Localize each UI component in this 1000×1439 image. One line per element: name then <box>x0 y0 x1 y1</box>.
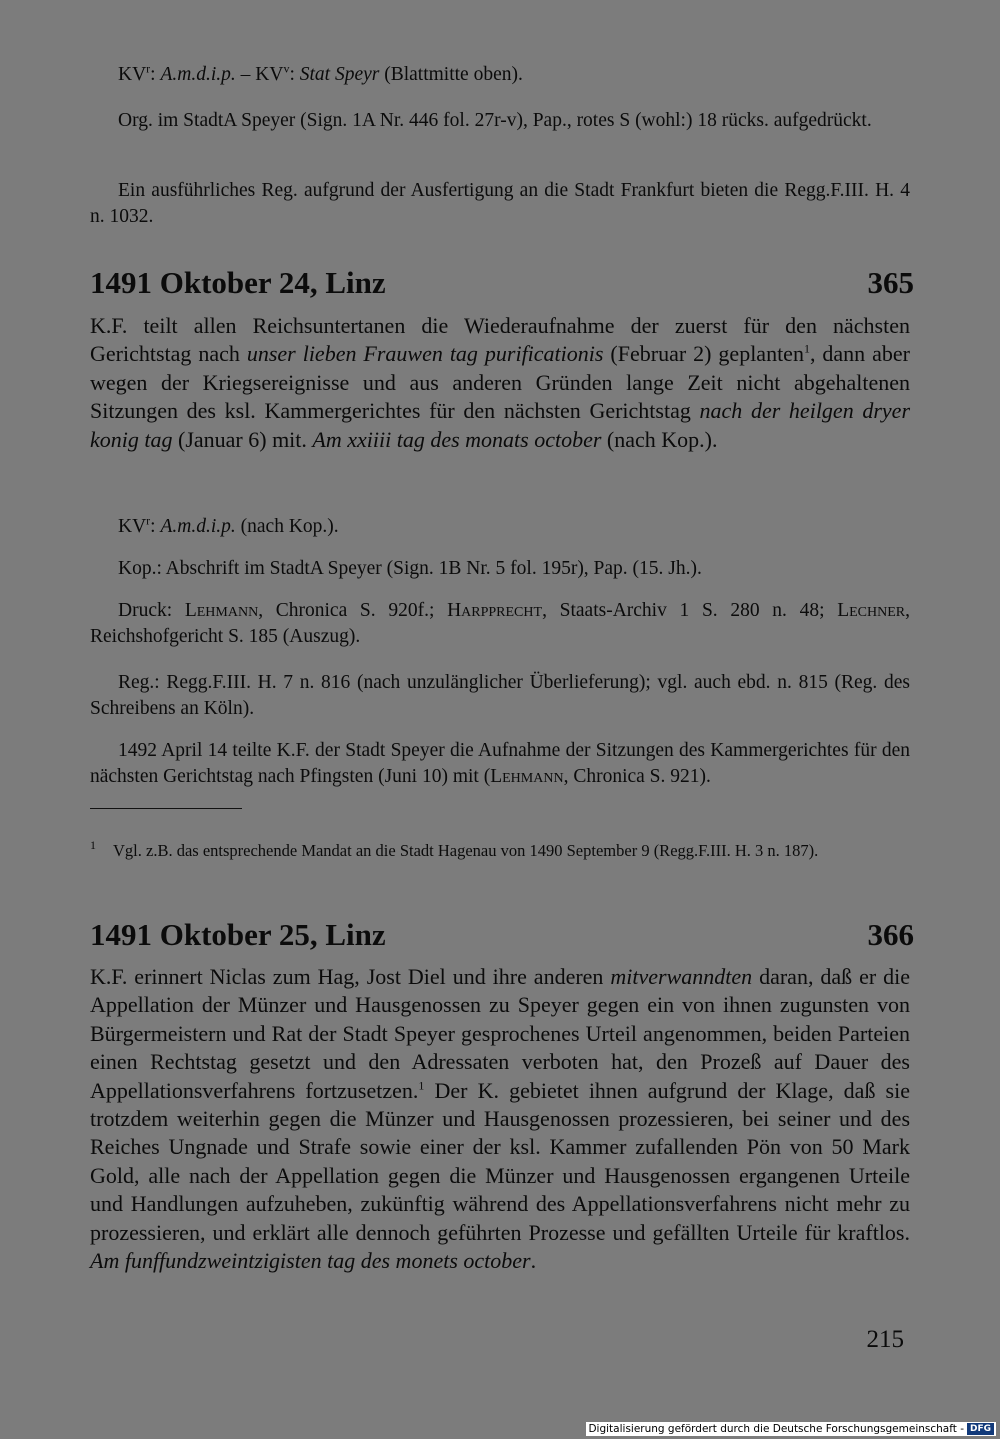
footer-text: Digitalisierung gefördert durch die Deutsche Forschungsgemeinschaft - <box>588 1423 964 1435</box>
dfg-footer <box>586 1422 996 1436</box>
entry-366-date: 1491 Oktober 25, Linz <box>90 917 386 952</box>
footnote-divider <box>90 808 242 809</box>
entry-365-heading <box>90 265 914 301</box>
kv-note-top: $KV^r$: A.m.d.i.p. – $KV^v$: Stat Speyr (Blattmitte oben). <box>118 61 523 85</box>
entry-366-number: 366 <box>867 917 914 952</box>
entry-366-heading <box>90 917 914 953</box>
dfg-logo: DFG <box>967 1423 994 1435</box>
entry-365-reg: Reg.: Regg.F.III. H. 7 n. 816 (nach unzulänglicher Überlieferung); vgl. auch ebd. n. 815 (Reg. des Schreibens an Köln). <box>90 672 910 719</box>
page-number: 215 <box>866 1326 904 1353</box>
original-note: Org. im StadtA Speyer (Sign. 1A Nr. 446 fol. 27r-v), Pap., rotes S (wohl:) 18 rücks. aufgedrückt. <box>118 110 872 131</box>
entry-365-number: 365 <box>867 265 914 300</box>
entry-365-kv: $KV^r$: A.m.d.i.p. (nach Kop.). <box>118 513 339 537</box>
entry-365-date: 1491 Oktober 24, Linz <box>90 265 386 300</box>
regest-note: Ein ausführliches Reg. aufgrund der Ausfertigung an die Stadt Frankfurt bieten die Regg.F.III. H. 4 n. 1032. <box>90 180 910 227</box>
entry-365-druck: Druck: Lehmann, Chronica S. 920f.; Harpprecht, Staats-Archiv 1 S. 280 n. 48; Lechner, Reichshofgericht S. 185 (Auszug). <box>90 600 911 647</box>
entry-365-text: K.F. teilt allen Reichsuntertanen die Wiederaufnahme der zuerst für den nächsten Gerichtstag nach unser lieben Frauwen tag purificationis (Februar 2) geplanten$^1$, dann aber wegen der Kriegsereignisse und aus anderen Gründen lange Zeit nicht abgehaltenen Sitzungen des ksl. Kammergerichtes für den nächsten Gerichtstag nach der heilgen dryer konig tag (Januar 6) mit. Am xxiiii tag des monats october (nach Kop.). <box>90 313 911 452</box>
entry-365-kop: Kop.: Abschrift im StadtA Speyer (Sign. 1B Nr. 5 fol. 195r), Pap. (15. Jh.). <box>118 558 702 579</box>
entry-365-note: 1492 April 14 teilte K.F. der Stadt Speyer die Aufnahme der Sitzungen des Kammergerichtes für den nächsten Gerichtstag nach Pfingsten (Juni 10) mit (Lehmann, Chronica S. 921). <box>90 740 910 787</box>
entry-366-text: K.F. erinnert Niclas zum Hag, Jost Diel und ihre anderen mitverwanndten daran, daß er die Appellation der Münzer und Hausgenossen zu Speyer gegen ein von ihnen zugunsten von Bürgermeistern und Rat der Stadt Speyer gesprochenes Urteil angenommen, beiden Parteien einen Rechtstag gesetzt und den Adressaten verboten hat, den Prozeß auf Dauer des Appellationsverfahrens fortzusetzen.$^1$ Der K. gebietet ihnen aufgrund der Klage, daß sie trotzdem weiterhin gegen die Münzer und Hausgenossen prozessieren, bei seiner und des Reiches Ungnade und Strafe sowie einer der ksl. Kammer zufallenden Pön von 50 Mark Gold, alle nach der Appellation gegen die Münzer und Hausgenossen ergangenen Urteile und Handlungen aufzuheben, zukünftig während des Appellationsverfahrens nicht mehr zu prozessieren, und erklärt alle dennoch geführten Prozesse und gefällten Urteile für kraftlos. Am funffundzweintzigisten tag des monets october. <box>90 964 911 1274</box>
footnote-1: Vgl. z.B. das entsprechende Mandat an die Stadt Hagenau von 1490 September 9 (Regg.F.III. H. 3 n. 187). <box>113 841 819 860</box>
footnote-marker: 1 <box>90 838 96 852</box>
